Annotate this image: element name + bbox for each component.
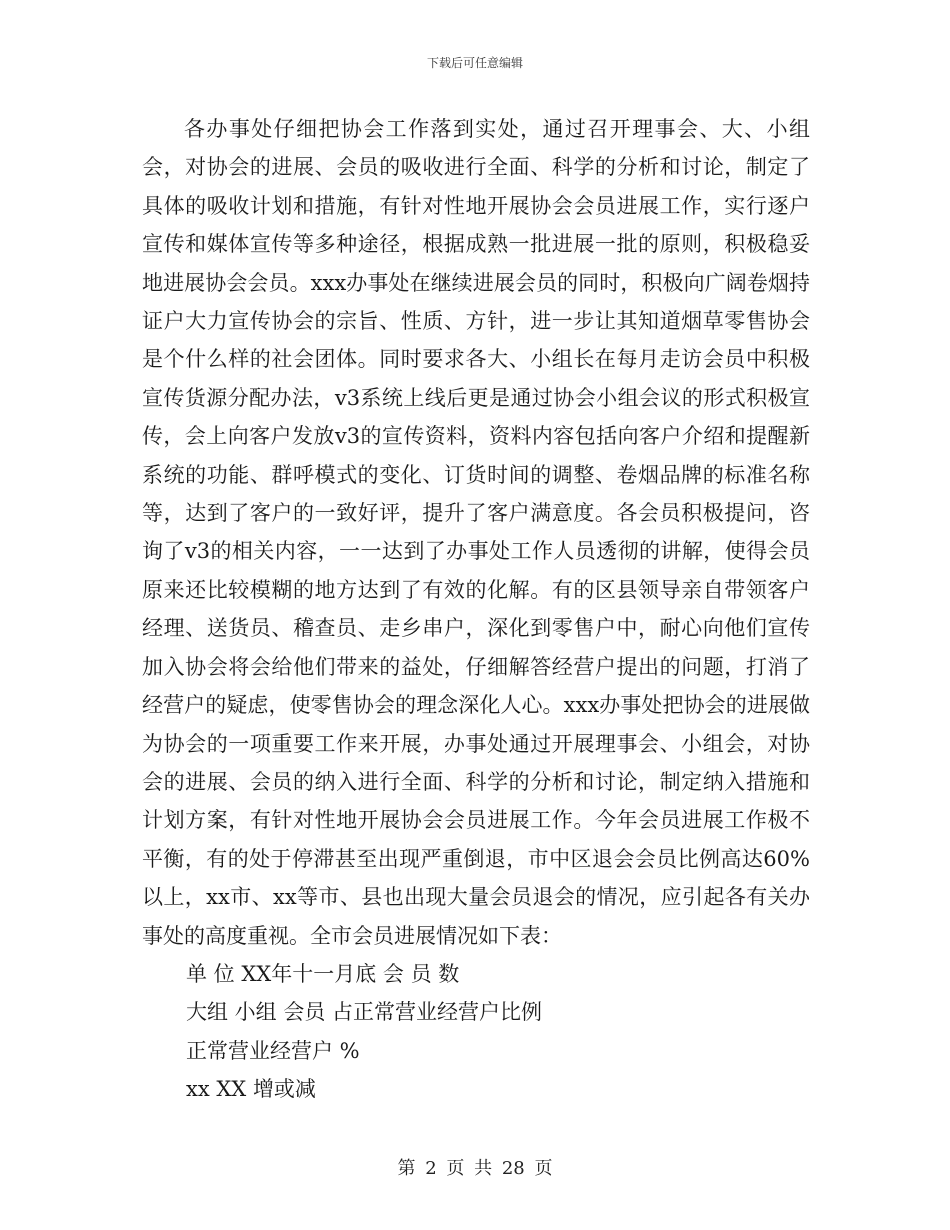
table-line-change: xx XX 增或减: [186, 1077, 316, 1102]
table-line-operators: 正常营业经营户 %: [186, 1038, 360, 1063]
table-line-unit: 单 位 XX年十一月底 会 员 数: [186, 961, 460, 986]
table-line-groups: 大组 小组 会员 占正常营业经营户比例: [186, 1000, 543, 1025]
page-header: 下载后可任意编辑: [426, 56, 523, 70]
page-number: 第 2 页 共 28 页: [397, 1158, 553, 1179]
body-paragraph: 各办事处仔细把协会工作落到实处，通过召开理事会、大、小组会，对协会的进展、会员的吸收进行全面、科学的分析和讨论，制定了具体的吸收计划和措施，有针对性地开展协会会员进展工作，实行逐户宣传和媒体宣传等多种途径，根据成熟一批进展一批的原则，积极稳妥地进展协会会员。xxx办事处在继续进展会员的同时，积极向广阔卷烟持证户大力宣传协会的宗旨、性质、方针，进一步让其知道烟草零售协会是个什么样的社会团体。同时要求各大、小组长在每月走访会员中积极宣传货源分配办法，v3系统上线后更是通过协会小组会议的形式积极宣传，会上向客户发放v3的宣传资料，资料内容包括向客户介绍和提醒新系统的功能、群呼模式的变化、订货时间的调整、卷烟品牌的标准名称等，达到了客户的一致好评，提升了客户满意度。各会员积极提问，咨询了v3的相关内容，一一达到了办事处工作人员透彻的讲解，使得会员原来还比较模糊的地方达到了有效的化解。有的区县领导亲自带领客户经理、送货员、稽查员、走乡串户，深化到零售户中，耐心向他们宣传加入协会将会给他们带来的益处，仔细解答经营户提出的问题，打消了经营户的疑虑，使零售协会的理念深化人心。xxx办事处把协会的进展做为协会的一项重要工作来开展，办事处通过开展理事会、小组会，对协会的进展、会员的纳入进行全面、科学的分析和讨论，制定纳入措施和计划方案，有针对性地开展协会会员进展工作。今年会员进展工作极不平衡，有的处于停滞甚至出现严重倒退，市中区退会会员比例高达60%以上，xx市、xx等市、县也出现大量会员退会的情况，应引起各有关办事处的高度重视。全市会员进展情况如下表：: [142, 117, 810, 948]
document-body: [142, 110, 810, 1109]
